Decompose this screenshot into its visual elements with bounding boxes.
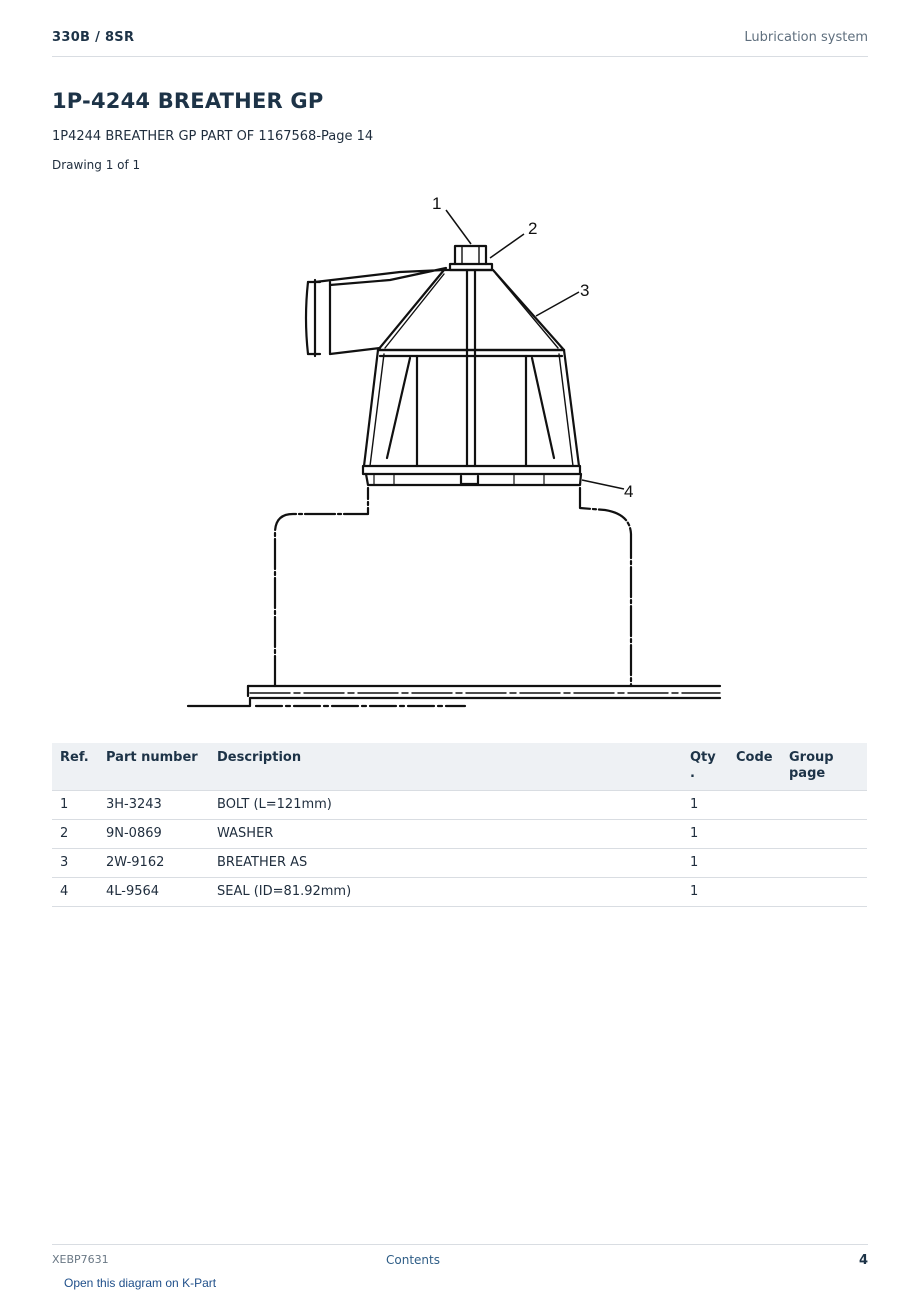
page-number: 4	[858, 1253, 868, 1268]
cell-group-page	[781, 878, 867, 907]
col-qty	[682, 743, 728, 791]
col-qty-line2: .	[690, 766, 695, 781]
cell-qty: 1	[682, 791, 728, 820]
cell-part-number: 3H-3243	[98, 791, 209, 820]
cell-ref: 1	[52, 791, 98, 820]
cell-code	[728, 849, 781, 878]
cell-description: BREATHER AS	[209, 849, 682, 878]
col-part-number: Part number	[98, 743, 209, 791]
table-row	[52, 791, 867, 820]
callout-4: 4	[624, 482, 634, 501]
col-qty-line1: Qty	[690, 750, 716, 765]
callout-3: 3	[580, 281, 590, 300]
page-title: 1P-4244 BREATHER GP	[52, 89, 324, 113]
cell-group-page	[781, 820, 867, 849]
table-row	[52, 820, 867, 849]
col-code: Code	[728, 743, 781, 791]
col-group-line1: Group	[789, 750, 834, 765]
cell-part-number: 4L-9564	[98, 878, 209, 907]
callout-1: 1	[432, 194, 442, 213]
page-header	[52, 28, 868, 57]
col-group-line2: page	[789, 766, 826, 781]
document-number: XEBP7631	[52, 1253, 109, 1266]
cell-qty: 1	[682, 820, 728, 849]
cell-qty: 1	[682, 878, 728, 907]
cell-description: WASHER	[209, 820, 682, 849]
cell-code	[728, 820, 781, 849]
cell-ref: 4	[52, 878, 98, 907]
cell-part-number: 9N-0869	[98, 820, 209, 849]
col-ref: Ref.	[52, 743, 98, 791]
cell-group-page	[781, 791, 867, 820]
drawing-count-label: Drawing 1 of 1	[52, 158, 141, 172]
col-description: Description	[209, 743, 682, 791]
page-footer	[52, 1244, 868, 1275]
contents-link[interactable]: Contents	[386, 1253, 440, 1267]
cell-description: BOLT (L=121mm)	[209, 791, 682, 820]
page-subtitle: 1P4244 BREATHER GP PART OF 1167568-Page 14	[52, 129, 374, 144]
col-group-page	[781, 743, 867, 791]
table-header-row	[52, 743, 867, 791]
table-row	[52, 878, 867, 907]
cell-ref: 3	[52, 849, 98, 878]
model-label: 330B / 8SR	[52, 30, 135, 45]
breather-diagram	[180, 188, 740, 718]
parts-table	[52, 743, 867, 907]
cell-qty: 1	[682, 849, 728, 878]
section-label: Lubrication system	[744, 30, 868, 45]
cell-part-number: 2W-9162	[98, 849, 209, 878]
callout-2: 2	[528, 219, 538, 238]
cell-code	[728, 878, 781, 907]
cell-group-page	[781, 849, 867, 878]
cell-description: SEAL (ID=81.92mm)	[209, 878, 682, 907]
table-row	[52, 849, 867, 878]
cell-ref: 2	[52, 820, 98, 849]
cell-code	[728, 791, 781, 820]
open-in-kpart-link[interactable]: Open this diagram on K-Part	[64, 1276, 217, 1290]
